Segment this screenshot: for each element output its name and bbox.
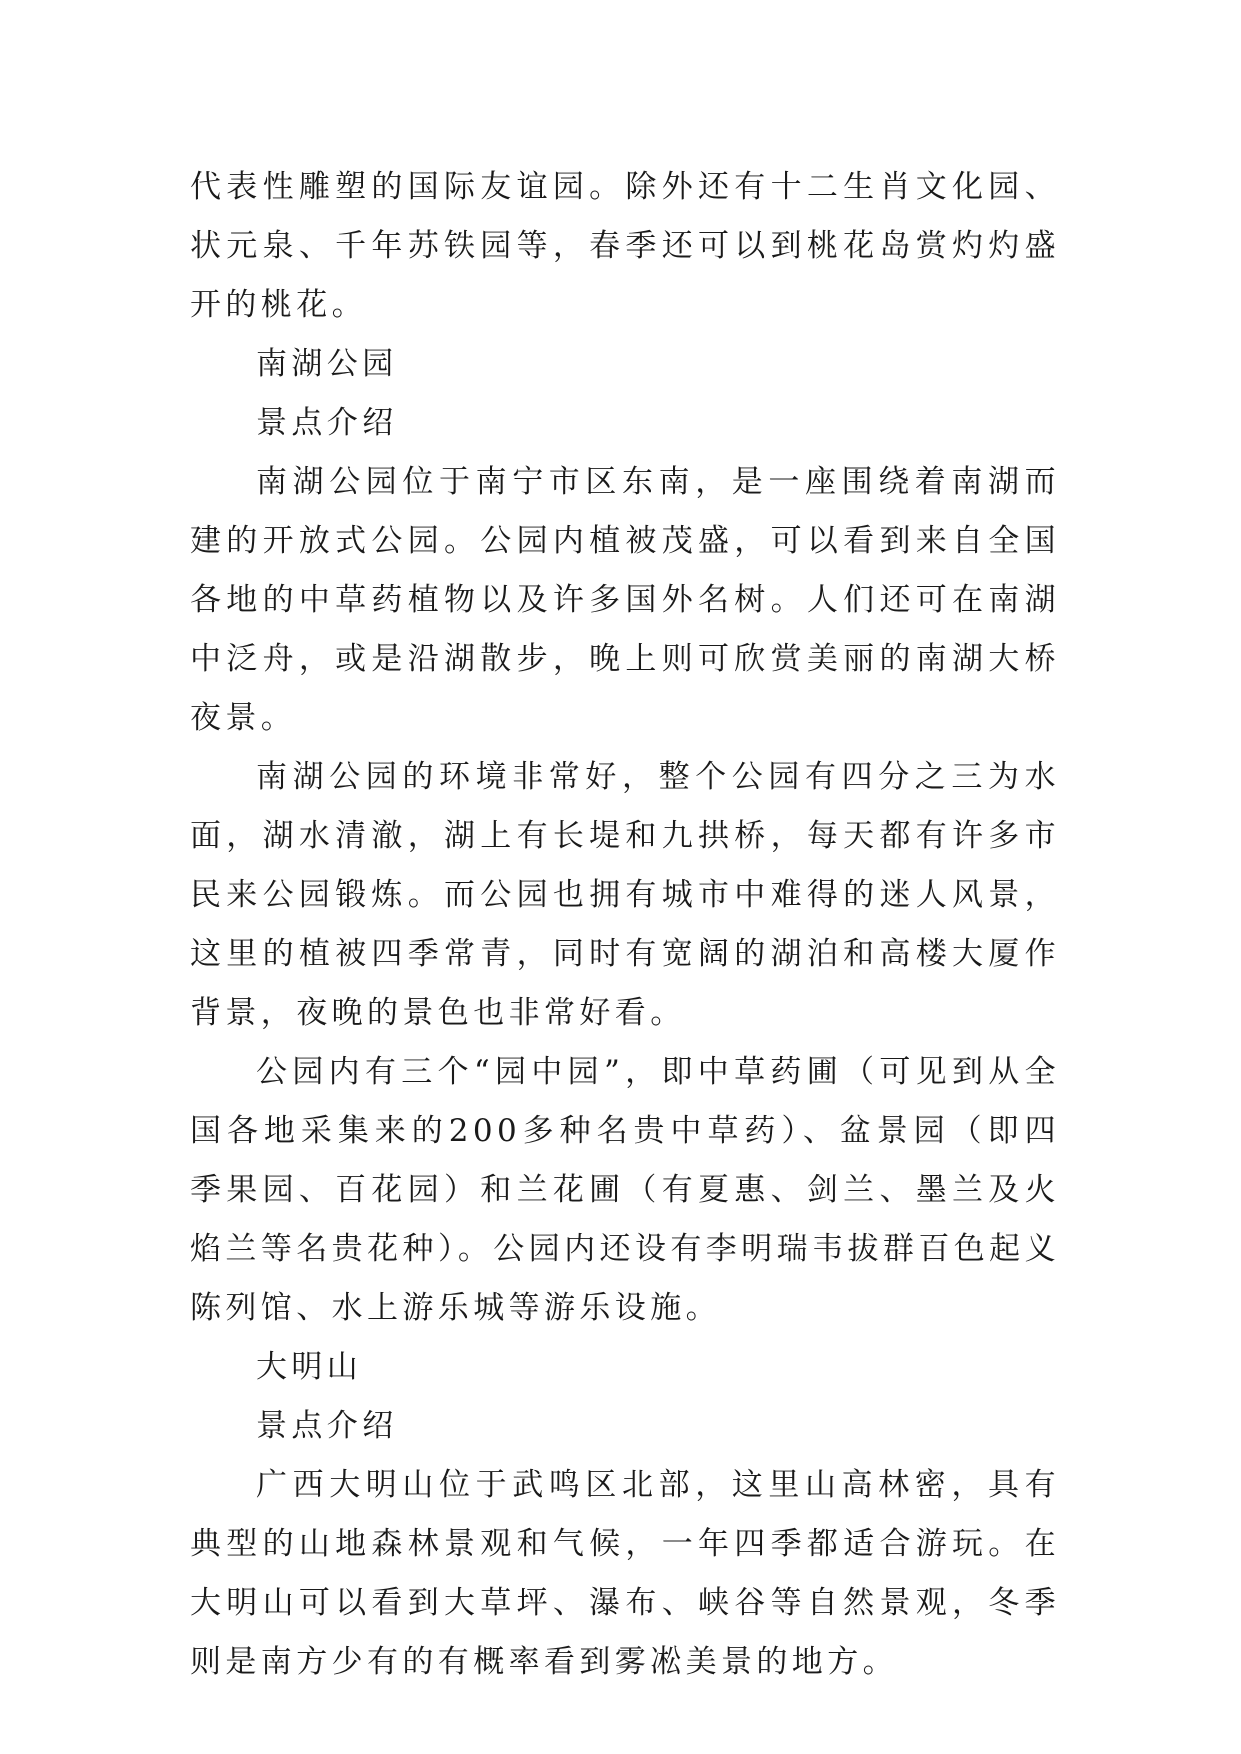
- subsection-title-intro: 景点介绍: [256, 1408, 398, 1444]
- paragraph-nanhu-environment: 南湖公园的环境非常好，整个公园有四分之三为水面，湖水清澈，湖上有长堤和九拱桥，每天都有许多市民来公园锻炼。而公园也拥有城市中难得的迷人风景，这里的植被四季常青，同时有宽阔的湖泊和高楼大厦作背景，夜晚的景色也非常好看。: [190, 759, 1060, 1031]
- document-body: [190, 158, 1060, 1692]
- paragraph-nanhu-intro: 南湖公园位于南宁市区东南，是一座围绕着南湖而建的开放式公园。公园内植被茂盛，可以看到来自全国各地的中草药植物以及许多国外名树。人们还可在南湖中泛舟，或是沿湖散步，晚上则可欣赏美丽的南湖大桥夜景。: [190, 464, 1060, 736]
- section-title-daming-mountain: 大明山: [256, 1349, 363, 1385]
- section-title-nanhu-park: 南湖公园: [256, 346, 398, 382]
- paragraph-continuation: 代表性雕塑的国际友谊园。除外还有十二生肖文化园、状元泉、千年苏铁园等，春季还可以到桃花岛赏灼灼盛开的桃花。: [190, 169, 1060, 323]
- paragraph-daming-intro: 广西大明山位于武鸣区北部，这里山高林密，具有典型的山地森林景观和气候，一年四季都适合游玩。在大明山可以看到大草坪、瀑布、峡谷等自然景观，冬季则是南方少有的有概率看到雾凇美景的地方。: [190, 1467, 1060, 1680]
- subsection-title-intro: 景点介绍: [256, 405, 398, 441]
- paragraph-nanhu-gardens: 公园内有三个“园中园”，即中草药圃（可见到从全国各地采集来的200多种名贵中草药）、盆景园（即四季果园、百花园）和兰花圃（有夏惠、剑兰、墨兰及火焰兰等名贵花种）。公园内还设有李明瑞韦拔群百色起义陈列馆、水上游乐城等游乐设施。: [190, 1054, 1060, 1326]
